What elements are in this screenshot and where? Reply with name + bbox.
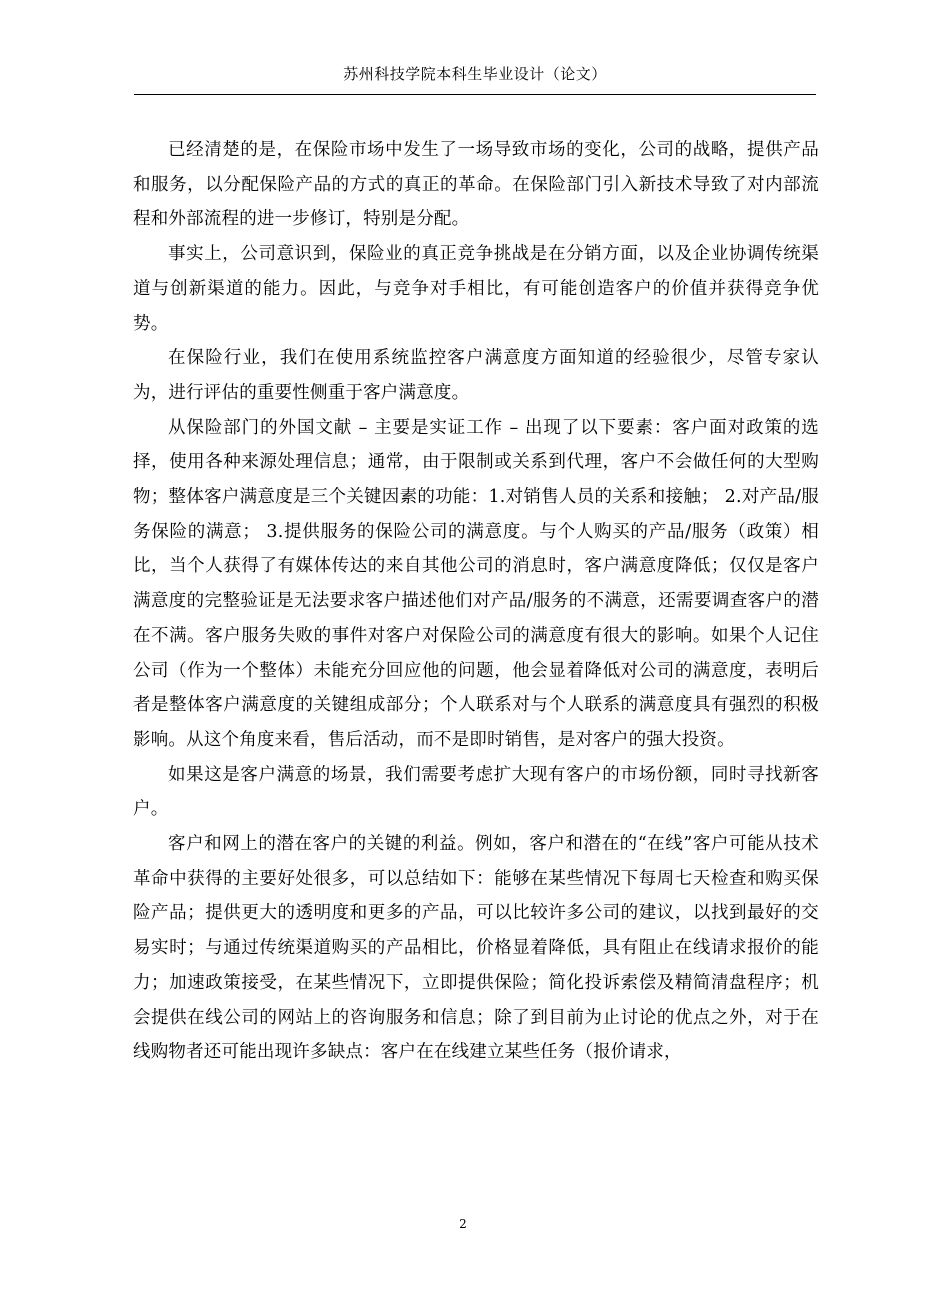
page-number: 2 <box>459 1217 467 1231</box>
paragraph: 已经清楚的是，在保险市场中发生了一场导致市场的变化，公司的战略，提供产品和服务，以分配保险产品的方式的真正的革命。在保险部门引入新技术导致了对内部流程和外部流程的进一步修订，特别是分配。 <box>133 140 819 230</box>
paragraph: 客户和网上的潜在客户的关键的利益。例如，客户和潜在的“在线”客户可能从技术革命中获得的主要好处很多，可以总结如下：能够在某些情况下每周七天检查和购买保险产品；提供更大的透明度和更多的产品，可以比较许多公司的建议，以找到最好的交易实时；与通过传统渠道购买的产品相比，价格显着降低，具有阻止在线请求报价的能力；加速政策接受，在某些情况下，立即提供保险；简化投诉索偿及精简清盘程序；机会提供在线公司的网站上的咨询服务和信息；除了到目前为止讨论的优点之外，对于在线购物者还可能出现许多缺点：客户在在线建立某些任务（报价请求， <box>133 834 819 1063</box>
paragraph: 在保险行业，我们在使用系统监控客户满意度方面知道的经验很少，尽管专家认为，进行评估的重要性侧重于客户满意度。 <box>133 348 819 403</box>
paragraph: 从保险部门的外国文献 – 主要是实证工作 – 出现了以下要素：客户面对政策的选择，使用各种来源处理信息；通常，由于限制或关系到代理，客户不会做任何的大型购物；整体客户满意度是三个关键因素的功能：1.对销售人员的关系和接触； 2.对产品/服务保险的满意； 3.提供服务的保险公司的满意度。与个人购买的产品/服务（政策）相比，当个人获得了有媒体传达的来自其他公司的消息时，客户满意度降低；仅仅是客户满意度的完整验证是无法要求客户描述他们对产品/服务的不满意，还需要调查客户的潜在不满。客户服务失败的事件对客户对保险公司的满意度有很大的影响。如果个人记住公司（作为一个整体）未能充分回应他的问题，他会显着降低对公司的满意度，表明后者是整体客户满意度的关键组成部分；个人联系对与个人联系的满意度具有强烈的积极影响。从这个角度来看，售后活动，而不是即时销售，是对客户的强大投资。 <box>133 417 819 750</box>
header-title: 苏州科技学院本科生毕业设计（论文） <box>343 65 607 83</box>
paragraph: 如果这是客户满意的场景，我们需要考虑扩大现有客户的市场份额，同时寻找新客户。 <box>133 764 819 820</box>
body-text <box>133 133 819 1070</box>
page-header <box>134 62 816 95</box>
paragraph: 事实上，公司意识到，保险业的真正竞争挑战是在分销方面，以及企业协调传统渠道与创新渠道的能力。因此，与竞争对手相比，有可能创造客户的价值并获得竞争优势。 <box>133 244 819 334</box>
